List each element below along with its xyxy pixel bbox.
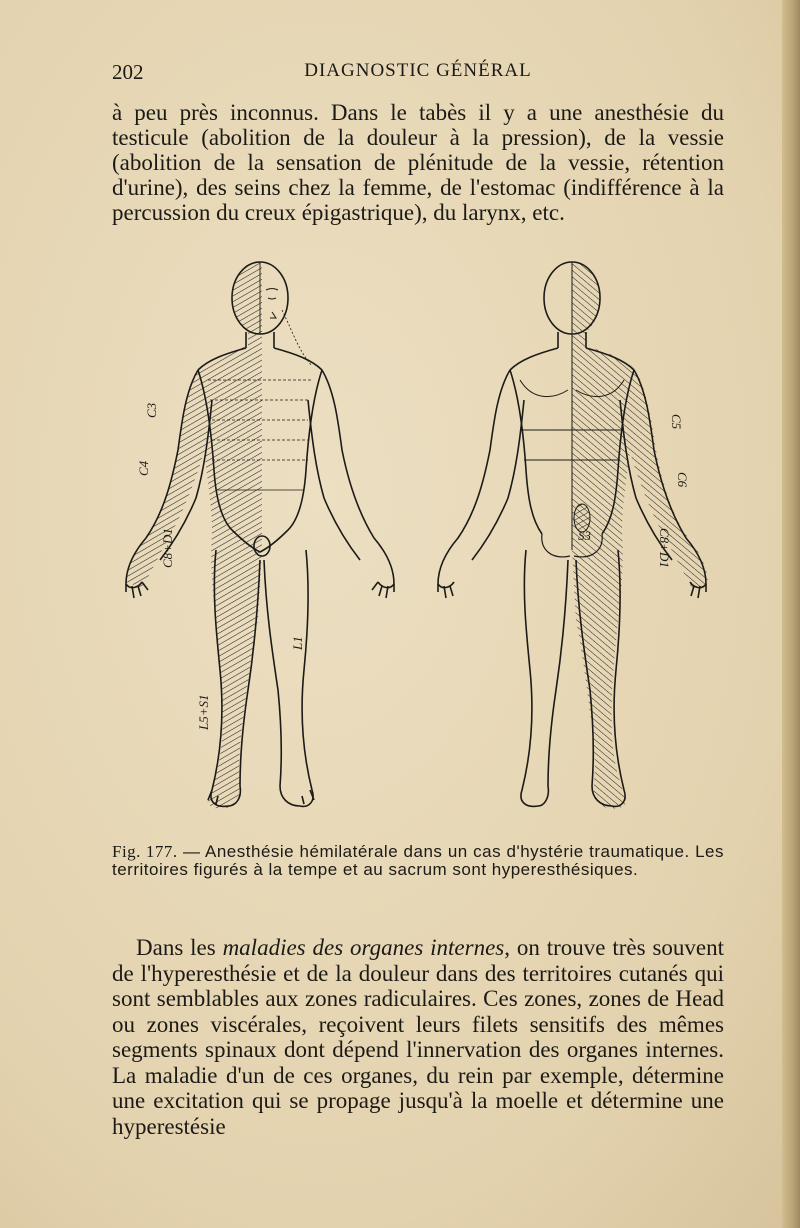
intro-paragraph: à peu près inconnus. Dans le tabès il y a une anesthésie du testicule (abolition de la douleur à la pression), de la vessie (abolition de la sensation de plénitude de la vessie, rétention d'urine), des seins chez la femme, de l'estomac (indifférence à la percussion du creux épigastrique), du larynx, etc. — [112, 100, 724, 225]
label-c4: C4 — [136, 460, 151, 476]
label-l5-s1: L5+S1 — [196, 694, 211, 730]
page-edge-shadow — [782, 0, 800, 1228]
label-c8-d1-front: C8+D1 — [160, 528, 175, 568]
label-l1: L1 — [290, 636, 305, 650]
anatomical-illustration — [112, 250, 724, 830]
figure-label: Fig. 177. — [112, 842, 178, 861]
label-c3: C3 — [144, 402, 159, 418]
page-header — [112, 60, 724, 88]
running-head: DIAGNOSTIC GÉNÉRAL — [304, 60, 532, 81]
body-text-start: Dans les — [136, 935, 223, 960]
body-text-emphasis: maladies des organes internes — [222, 935, 505, 960]
figure-177 — [112, 250, 724, 830]
label-c8-d1-back: C8+D1 — [657, 528, 672, 568]
caption-text: — Anesthésie hémilatérale dans un cas d'hystérie traumatique. Les territoires figurés à la tempe et au sacrum sont hyperesthésiques. — [112, 842, 724, 879]
page-number: 202 — [112, 60, 144, 84]
label-c5: C5 — [669, 414, 684, 430]
body-paragraph — [112, 935, 724, 1139]
label-c6: C6 — [675, 472, 690, 488]
label-s3: S3 — [578, 528, 591, 543]
body-text-rest: , on trouve très souvent de l'hyperesthésie et de la douleur dans des territoires cutanés qui sont semblables aux zones radiculaires. Ces zones, zones de Head ou zones viscérales, reçoivent leurs filets sensitifs des mêmes segments spinaux dont dépend l'innervation des organes internes. La maladie d'un de ces organes, du rein par exemple, détermine une excitation qui se propage jusqu'à la moelle et détermine une hyperestésie — [112, 935, 724, 1139]
figure-caption — [112, 843, 724, 879]
